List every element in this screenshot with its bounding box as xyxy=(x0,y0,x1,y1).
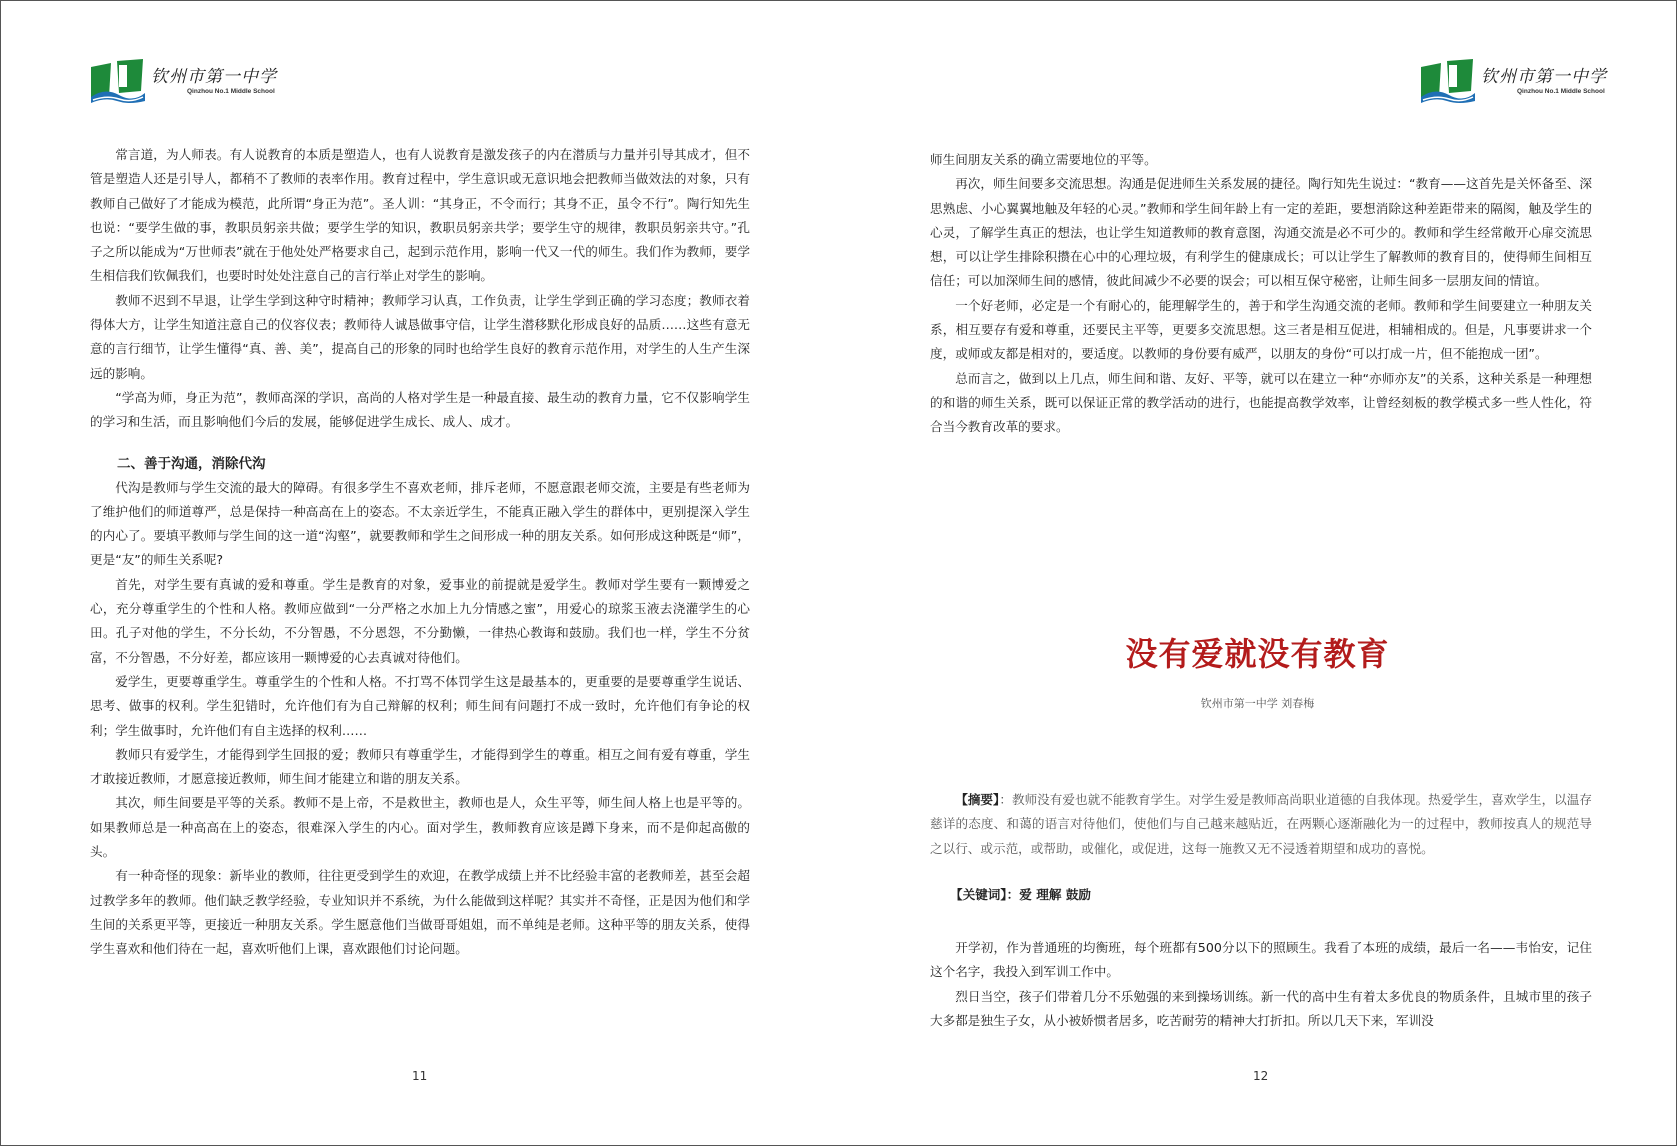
paragraph: 再次，师生间要多交流思想。沟通是促进师生关系发展的捷径。陶行知先生说过：“教育——这首先是关怀备至、深思熟虑、小心翼翼地触及年轻的心灵。”教师和学生间年龄上有一定的差距，要想消除这种差距带来的隔阂，触及学生的心灵，了解学生真正的想法，也让学生知道教师的教育意图，沟通交流是必不可少的。教师和学生经常敞开心扉交流思想，可以让学生排除积攒在心中的心理垃圾，有利学生的健康成长；可以让学生了解教师的教育目的，使得师生间相互信任；可以加深师生间的感情，彼此间减少不必要的误会；可以相互保守秘密，让师生间多一层朋友间的情谊。 xyxy=(930,176,1592,289)
article-body xyxy=(930,936,1592,1033)
paragraph: 师生间朋友关系的确立需要地位的平等。 xyxy=(930,152,1157,167)
right-body-continued xyxy=(930,148,1592,440)
paragraph: 开学初，作为普通班的均衡班，每个班都有500分以下的照顾生。我看了本班的成绩，最后一名——韦怡安，记住这个名字，我投入到军训工作中。 xyxy=(930,940,1592,980)
paragraph: 烈日当空，孩子们带着几分不乐勉强的来到操场训练。新一代的高中生有着太多优良的物质条件，且城市里的孩子大多都是独生子女，从小被娇惯者居多，吃苦耐劳的精神大打折扣。所以几天下来，军训没 xyxy=(930,988,1592,1028)
school-logo-icon xyxy=(89,57,145,105)
page-number: 11 xyxy=(412,1069,428,1083)
paragraph: 教师只有爱学生，才能得到学生回报的爱；教师只有尊重学生，才能得到学生的尊重。相互之间有爱有尊重，学生才敢接近教师，才愿意接近教师，师生间才能建立和谐的朋友关系。 xyxy=(90,746,750,787)
school-logo xyxy=(89,57,277,105)
paragraph: “学高为师，身正为范”，教师高深的学识，高尚的人格对学生是一种最直接、最生动的教育力量，它不仅影响学生的学习和生活，而且影响他们今后的发展，能够促进学生成长、成人、成才。 xyxy=(90,389,750,430)
section-heading: 二、善于沟通，消除代沟 xyxy=(117,455,266,472)
page-number: 12 xyxy=(1253,1069,1269,1083)
paragraph: 常言道，为人师表。有人说教育的本质是塑造人，也有人说教育是激发孩子的内在潜质与力量并引导其成才，但不管是塑造人还是引导人，都稍不了教师的表率作用。教育过程中，学生意识或无意识地会把教师当做效法的对象，只有教师自己做好了才能成为模范，此所谓“身正为范”。圣人训：“其身正，不令而行；其身不正，虽令不行”。陶行知先生也说：“要学生做的事，教职员躬亲共做；要学生学的知识，教职员躬亲共学；要学生守的规律，教职员躬亲共守。”孔子之所以能成为“万世师表”就在于他处处严格要求自己，起到示范作用，影响一代又一代的师生。我们作为教师，要学生相信我们钦佩我们，也要时时处处注意自己的言行举止对学生的影响。 xyxy=(90,147,750,284)
paragraph: 总而言之，做到以上几点，师生间和谐、友好、平等，就可以在建立一种“亦师亦友”的关系，这种关系是一种理想的和谐的师生关系，既可以保证正常的教学活动的进行，也能提高教学效率，让曾经刻板的教学模式多一些人性化，符合当今教育改革的要求。 xyxy=(930,370,1592,435)
article-title: 没有爱就没有教育 xyxy=(1125,635,1390,673)
paragraph: 爱学生，更要尊重学生。尊重学生的个性和人格。不打骂不体罚学生这是最基本的，更重要的是要尊重学生说话、思考、做事的权利。学生犯错时，允许他们有为自己辩解的权利；师生间有问题打不成一致时，允许他们有争论的权利；学生做事时，允许他们有自主选择的权利…… xyxy=(90,673,750,738)
paragraph: 有一种奇怪的现象：新毕业的教师，往往更受到学生的欢迎，在教学成绩上并不比经验丰富的老教师差，甚至会超过教学多年的教师。他们缺乏教学经验，专业知识并不系统，为什么能做到这样呢？其实并不奇怪，正是因为他们和学生间的关系更平等，更接近一种朋友关系。学生愿意他们当做哥哥姐姐，而不单纯是老师。这种平等的朋友关系，使得学生喜欢和他们待在一起，喜欢听他们上课，喜欢跟他们讨论问题。 xyxy=(90,868,750,957)
paragraph: 首先，对学生要有真诚的爱和尊重。学生是教育的对象，爱事业的前提就是爱学生。教师对学生要有一颗博爱之心，充分尊重学生的个性和人格。教师应做到“一分严格之水加上九分情感之蜜”，用爱心的琼浆玉液去浇灌学生的心田。孔子对他的学生，不分长幼，不分智愚，不分恩怨，不分勤懒，一律热心教诲和鼓励。我们也一样，学生不分贫富，不分智愚，不分好差，都应该用一颗博爱的心去真诚对待他们。 xyxy=(90,576,750,665)
paragraph: 其次，师生间要是平等的关系。教师不是上帝，不是救世主，教师也是人，众生平等，师生间人格上也是平等的。如果教师总是一种高高在上的姿态，很难深入学生的内心。面对学生，教师教育应该是蹲下身来，而不是仰起高傲的头。 xyxy=(90,795,750,860)
article-author: 钦州市第一中学 刘春梅 xyxy=(1200,697,1315,710)
logo-chinese-name: 钦州市第一中学 xyxy=(151,66,277,87)
abstract-tag: 【摘要】 xyxy=(955,792,1000,807)
left-body xyxy=(90,143,750,962)
logo-english-name: Qinzhou No.1 Middle School xyxy=(1517,87,1605,95)
paragraph: 一个好老师，必定是一个有耐心的，能理解学生的，善于和学生沟通交流的老师。教师和学生间要建立一种朋友关系，相互要存有爱和尊重，还要民主平等，更要多交流思想。这三者是相互促进，相辅相成的。但是，凡事要讲求一个度，或师或友都是相对的，要适度。以教师的身份要有威严，以朋友的身份“可以打成一片，但不能抱成一团”。 xyxy=(930,297,1592,362)
logo-english-name: Qinzhou No.1 Middle School xyxy=(187,87,275,95)
abstract-text: ：教师没有爱也就不能教育学生。对学生爱是教师高尚职业道德的自我体现。热爱学生，喜欢学生，以温存慈详的态度、和蔼的语言对待他们，使他们与自己越来越贴近，在两颗心逐渐融化为一的过程中，教师按真人的规范导之以行、或示范，或帮助，或催化，或促进，这每一施教又无不浸透着期望和成功的喜悦。 xyxy=(930,792,1592,856)
abstract xyxy=(930,788,1592,861)
logo-chinese-name: 钦州市第一中学 xyxy=(1481,66,1607,87)
school-logo-icon xyxy=(1419,57,1475,105)
page-11 xyxy=(1,1,839,1145)
school-logo xyxy=(1419,57,1607,105)
paragraph: 教师不迟到不早退，让学生学到这种守时精神；教师学习认真，工作负责，让学生学到正确的学习态度；教师衣着得体大方，让学生知道注意自己的仪容仪表；教师待人诚恳做事守信，让学生潜移默化形成良好的品质……这些有意无意的言行细节，让学生懂得“真、善、美”，提高自己的形象的同时也给学生良好的教育示范作用，对学生的人生产生深远的影响。 xyxy=(90,292,750,381)
page-12 xyxy=(839,1,1676,1145)
keywords: 【关键词】：爱 理解 鼓励 xyxy=(950,887,1092,902)
paragraph: 代沟是教师与学生交流的最大的障碍。有很多学生不喜欢老师，排斥老师，不愿意跟老师交流，主要是有些老师为了维护他们的师道尊严，总是保持一种高高在上的姿态。不太亲近学生，不能真正融入学生的群体中，更别提深入学生的内心了。要填平教师与学生间的这一道“沟壑”，就要教师和学生之间形成一种的朋友关系。如何形成这种既是“师”，更是“友”的师生关系呢? xyxy=(90,479,750,568)
